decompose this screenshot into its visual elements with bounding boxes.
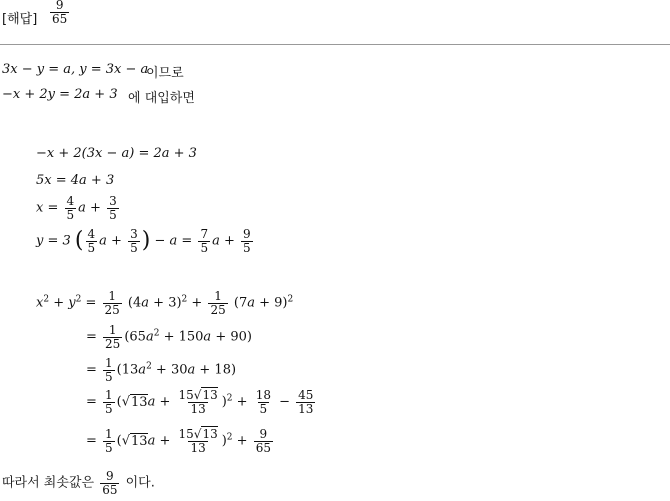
sum-squares-line2: = $\frac{1}{25}$ $(65a^2 + 150a + 90)$ xyxy=(86,323,252,351)
intro-line1-math: 3x − y = a, y = 3x − a xyxy=(2,62,149,77)
intro-line1-text: 이므로 xyxy=(146,66,184,81)
conclusion-line xyxy=(2,470,155,496)
answer-label: [해답] xyxy=(2,12,38,27)
intro-line2-text: 에 대입하면 xyxy=(128,91,195,106)
sum-squares-line3: = $\frac{1}{5}$ $(13a^2 + 30a + 18)$ xyxy=(86,356,237,384)
intro-line2-math: −x + 2y = 2a + 3 xyxy=(2,87,118,102)
answer-numerator: 9 xyxy=(55,0,64,12)
step-5x: 5x = 4a + 3 xyxy=(36,173,115,188)
answer-denominator: 65 xyxy=(52,11,68,26)
sum-squares-line1: $x^2 + y^2$ = $\frac{1}{25}$ $(4a + 3)^2$ + $\frac{1}{25}$ $(7a + 9)^2$ xyxy=(36,289,294,317)
divider xyxy=(0,44,670,45)
step-x-solution: x = $\frac{4}{5}$ a + $\frac{3}{5}$ xyxy=(36,194,117,222)
conclusion-numerator: 9 xyxy=(106,469,114,483)
conclusion-denominator: 65 xyxy=(102,482,118,497)
conclusion-suffix: 이다. xyxy=(125,475,155,491)
conclusion-prefix: 따라서 최솟값은 xyxy=(2,475,95,491)
step-y-solution: y = 3 ( $\frac{4}{5}$ a + $\frac{3}{5}$ ) − a = $\frac{7}{5}$ a + $\frac{9}{5}$ xyxy=(36,227,251,255)
sum-squares-line5: = $\frac{1}{5}$ (√13a + $\frac{15√13}{13}$ )$^2$ + $\frac{9}{65}$ xyxy=(86,427,271,455)
step-substitution: −x + 2(3x − a) = 2a + 3 xyxy=(36,146,197,161)
sum-squares-line4: = $\frac{1}{5}$ (√13a + $\frac{15√13}{13}$ )$^2$ + $\frac{18}{5}$ − $\frac{45}{13}$ xyxy=(86,388,314,416)
answer-fraction xyxy=(48,0,71,25)
